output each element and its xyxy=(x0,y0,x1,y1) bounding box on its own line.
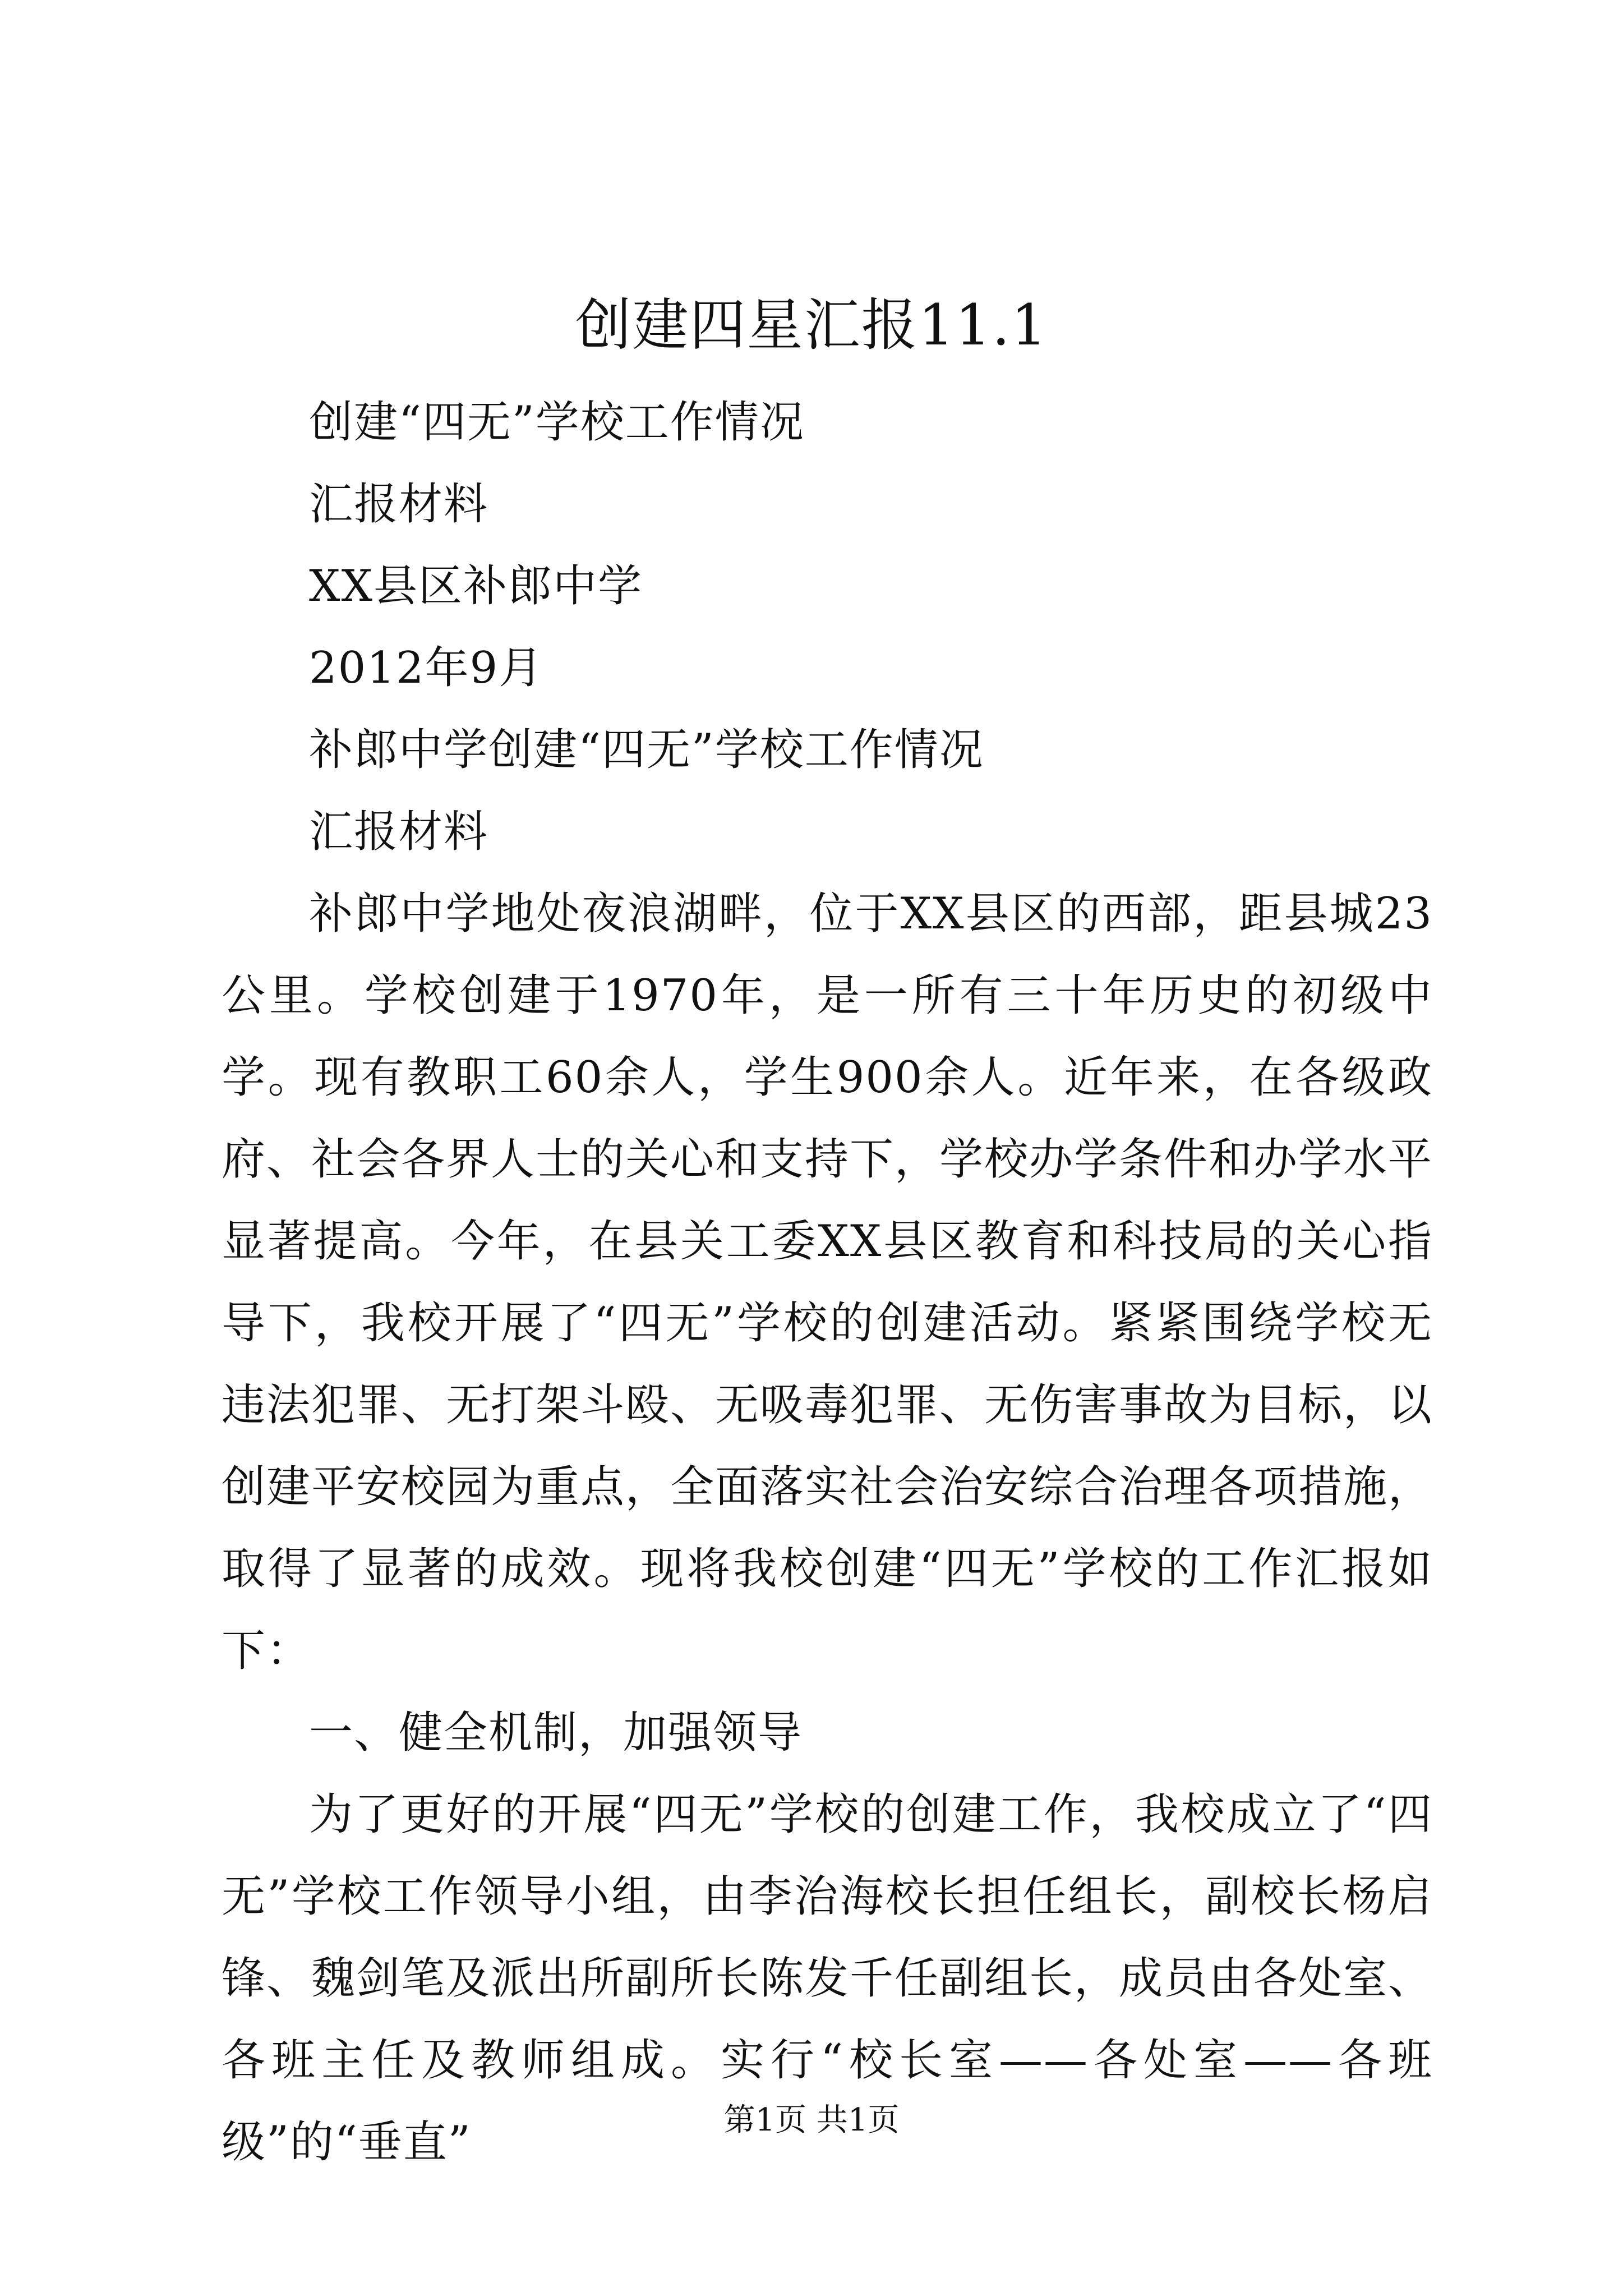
paragraph-date: 2012年9月 xyxy=(309,643,544,693)
paragraph-report-label: 汇报材料 xyxy=(309,479,489,530)
page-footer: 第1页 共1页 xyxy=(723,2102,900,2138)
paragraph-intro: 补郎中学地处夜浪湖畔，位于XX县区的西部，距县城23公里。学校创建于1970年，是一所有三十年历史的初级中学。现有教职工60余人，学生900余人。近年来，在各级政府、社会各界人士的关心和支持下，学校办学条件和办学水平显著提高。今年，在县关工委XX县区教育和科技局的关心指导下，我校开展了“四无”学校的创建活动。紧紧围绕学校无违法犯罪、无打架斗殴、无吸毒犯罪、无伤害事故为目标，以创建平安校园为重点，全面落实社会治安综合治理各项措施，取得了显著的成效。现将我校创建“四无”学校的工作汇报如下： xyxy=(222,889,1433,1676)
section-heading-1: 一、健全机制，加强领导 xyxy=(309,1708,803,1758)
paragraph-heading: 补郎中学创建“四无”学校工作情况 xyxy=(309,725,984,775)
paragraph-subtitle: 创建“四无”学校工作情况 xyxy=(309,397,805,448)
paragraph-school-name: XX县区补郎中学 xyxy=(309,561,643,611)
paragraph-report-label-2: 汇报材料 xyxy=(309,807,489,857)
paragraph-section-1: 为了更好的开展“四无”学校的创建工作，我校成立了“四无”学校工作领导小组，由李治海校长担任组长，副校长杨启锋、魏剑笔及派出所副所长陈发千任副组长，成员由各处室、各班主任及教师组成。实行“校长室——各处室——各班级”的“垂直” xyxy=(222,1789,1433,2168)
document-body xyxy=(222,381,1433,2183)
document-title: 创建四星汇报11.1 xyxy=(575,292,1048,358)
